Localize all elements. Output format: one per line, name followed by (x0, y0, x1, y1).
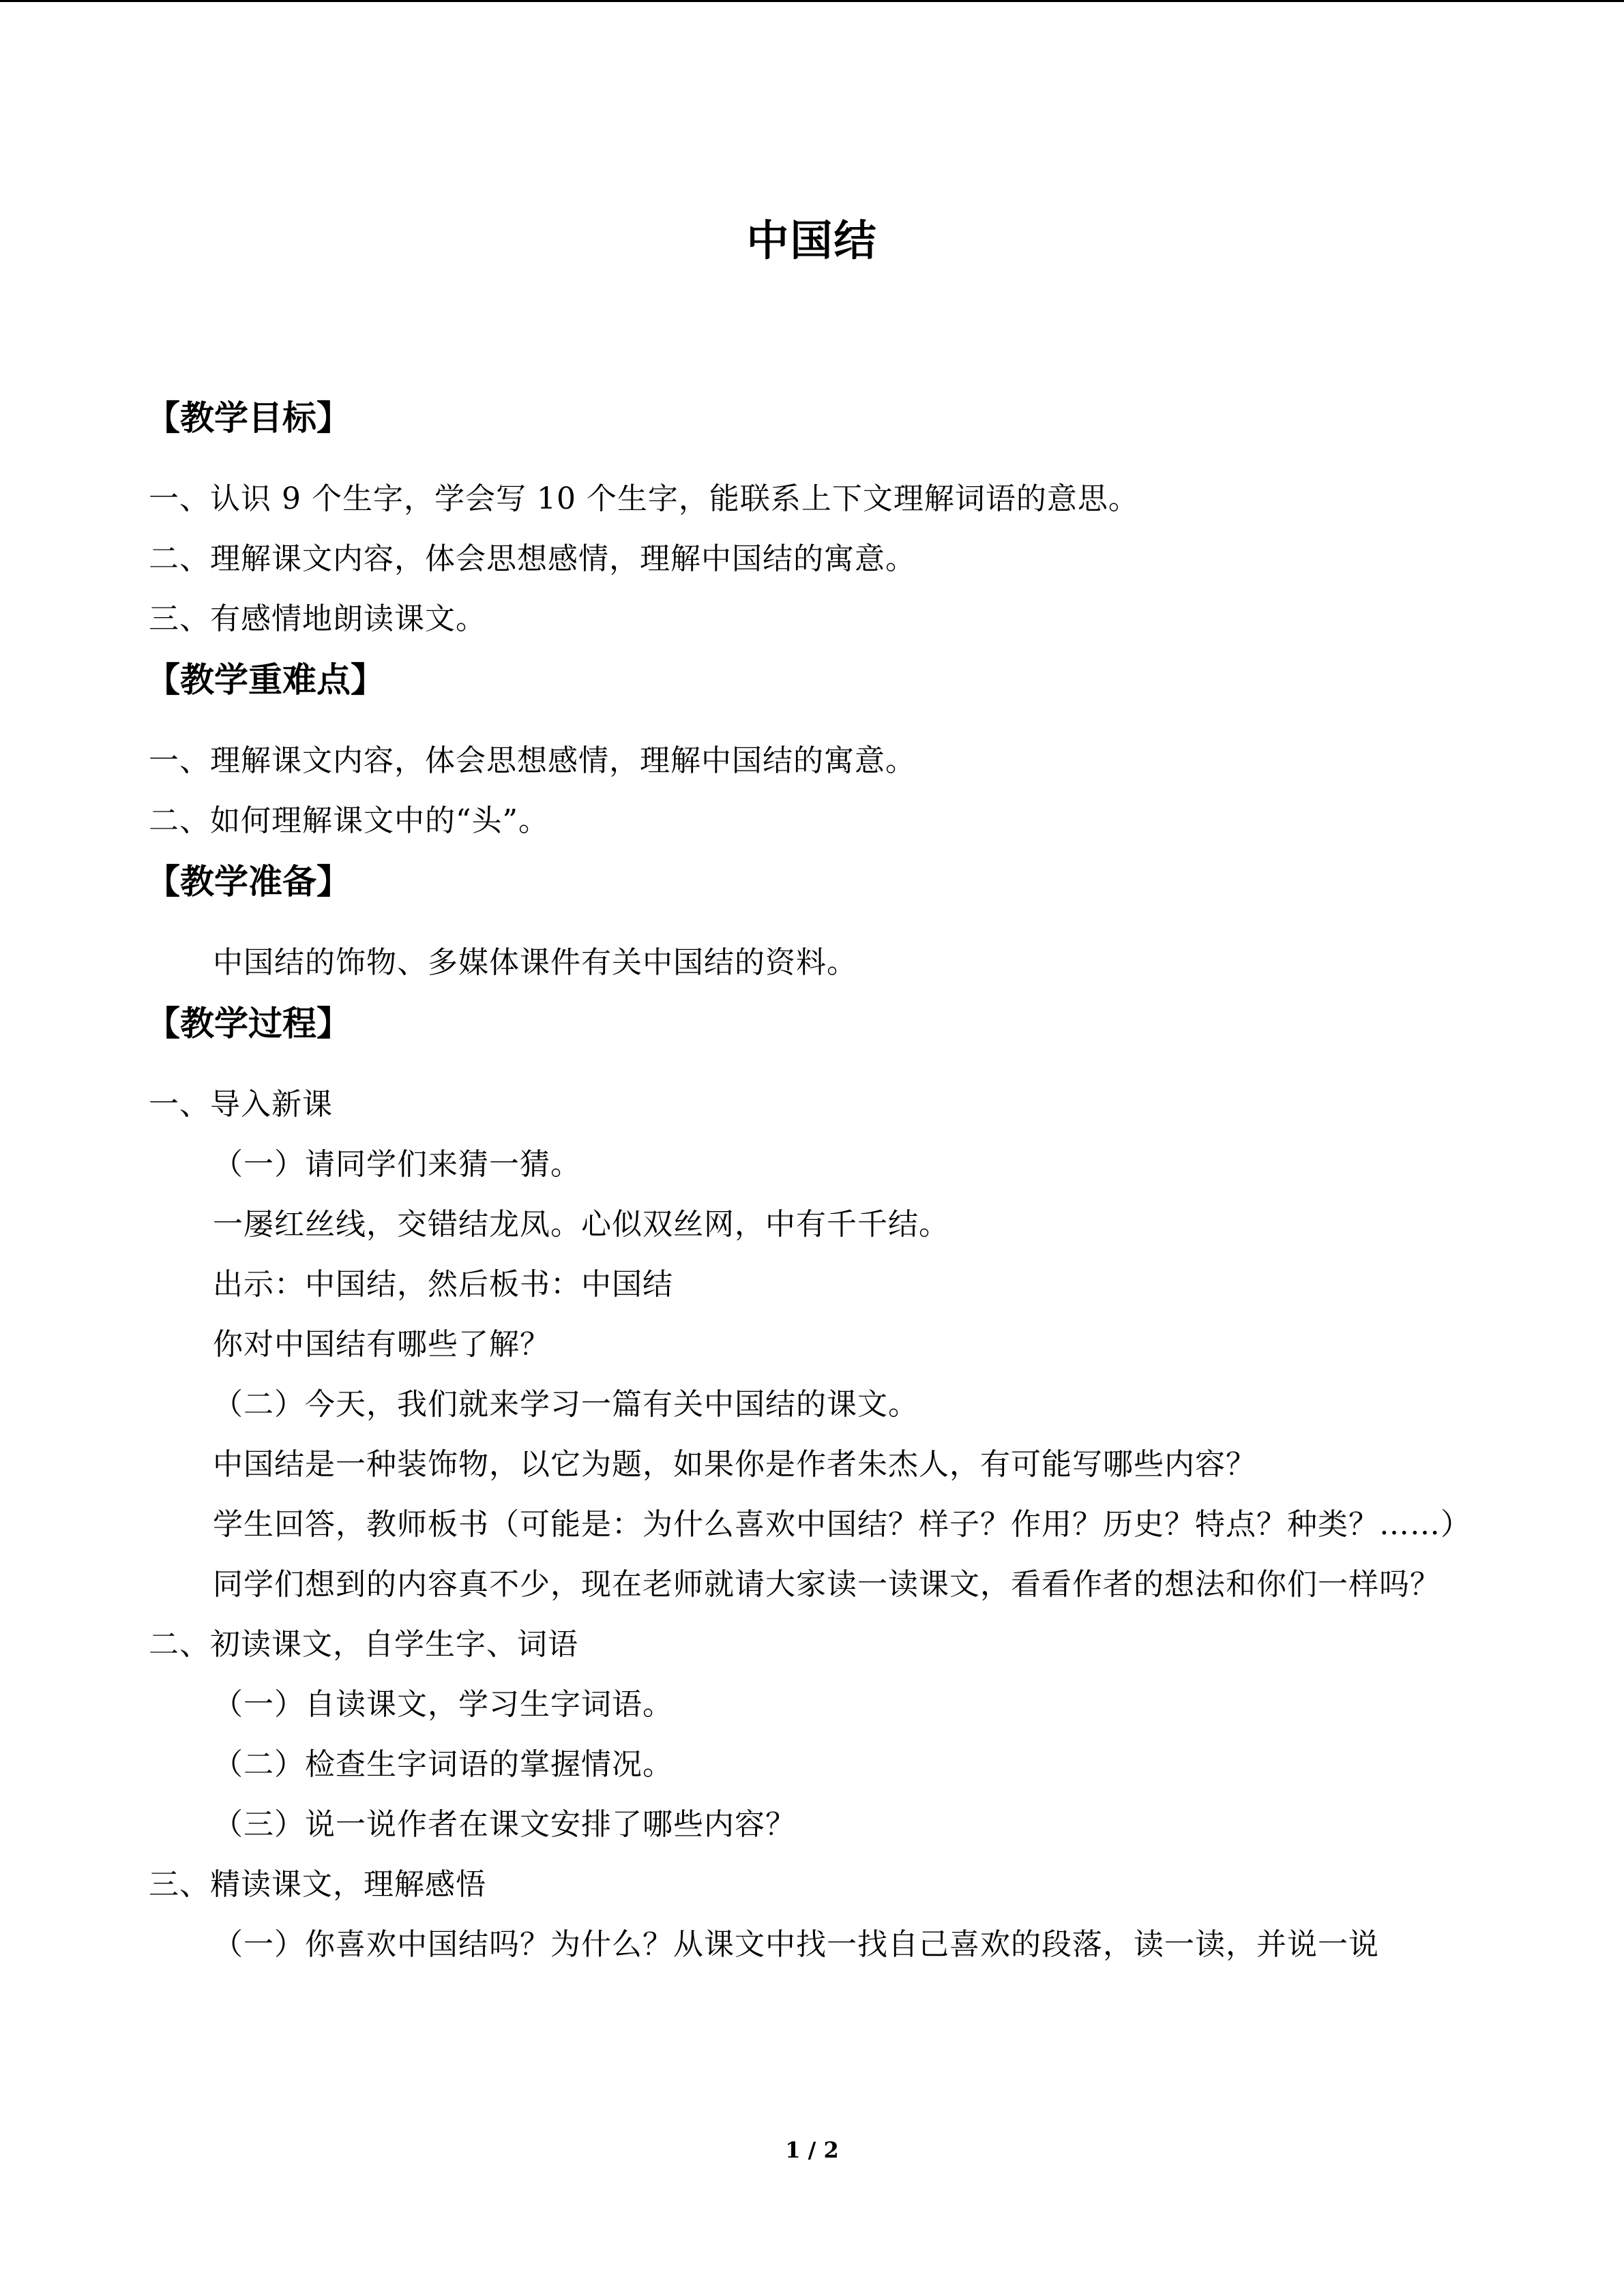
page-number: 1 / 2 (785, 2137, 839, 2163)
objectives-heading: 【教学目标】 (146, 398, 351, 438)
preparation-heading: 【教学准备】 (146, 862, 351, 901)
process-p1-2: 一屡红丝线，交错结龙凤。心似双丝网，中有千千结。 (213, 1207, 949, 1242)
process-p1-1: （一）请同学们来猜一猜。 (213, 1147, 581, 1182)
key-point-item-2: 二、如何理解课文中的“头”。 (149, 803, 549, 838)
objective-item-1: 一、认识 9 个生字，学会写 10 个生字，能联系上下文理解词语的意思。 (149, 481, 1139, 516)
process-p1-6: 中国结是一种装饰物，以它为题，如果你是作者朱杰人，有可能写哪些内容？ (213, 1447, 1256, 1482)
process-p3-1: （一）你喜欢中国结吗？为什么？从课文中找一找自己喜欢的段落，读一读，并说一说 (213, 1927, 1379, 1962)
page-title: 中国结 (746, 215, 878, 265)
key-point-item-1: 一、理解课文内容，体会思想感情，理解中国结的寓意。 (149, 743, 916, 778)
process-p1-5: （二）今天，我们就来学习一篇有关中国结的课文。 (213, 1387, 919, 1422)
process-p1-8: 同学们想到的内容真不少，现在老师就请大家读一读课文，看看作者的想法和你们一样吗？ (213, 1567, 1441, 1602)
objective-item-2: 二、理解课文内容，体会思想感情，理解中国结的寓意。 (149, 541, 916, 576)
process-heading: 【教学过程】 (146, 1004, 351, 1043)
process-part1-title: 一、导入新课 (149, 1087, 333, 1122)
process-p1-7: 学生回答，教师板书（可能是：为什么喜欢中国结？样子？作用？历史？特点？种类？……） (213, 1507, 1471, 1542)
process-p2-3: （三）说一说作者在课文安排了哪些内容？ (213, 1807, 796, 1842)
process-p1-3: 出示：中国结，然后板书：中国结 (213, 1267, 673, 1302)
preparation-text: 中国结的饰物、多媒体课件有关中国结的资料。 (213, 945, 857, 980)
process-part2-title: 二、初读课文，自学生字、词语 (149, 1627, 578, 1662)
process-part3-title: 三、精读课文，理解感悟 (149, 1867, 486, 1902)
key-points-heading: 【教学重难点】 (146, 660, 385, 700)
process-p1-4: 你对中国结有哪些了解？ (213, 1327, 550, 1362)
process-p2-1: （一）自读课文，学习生字词语。 (213, 1687, 673, 1722)
document-body (146, 387, 1471, 1975)
process-p2-2: （二）检查生字词语的掌握情况。 (213, 1747, 673, 1782)
objective-item-3: 三、有感情地朗读课文。 (149, 601, 486, 636)
